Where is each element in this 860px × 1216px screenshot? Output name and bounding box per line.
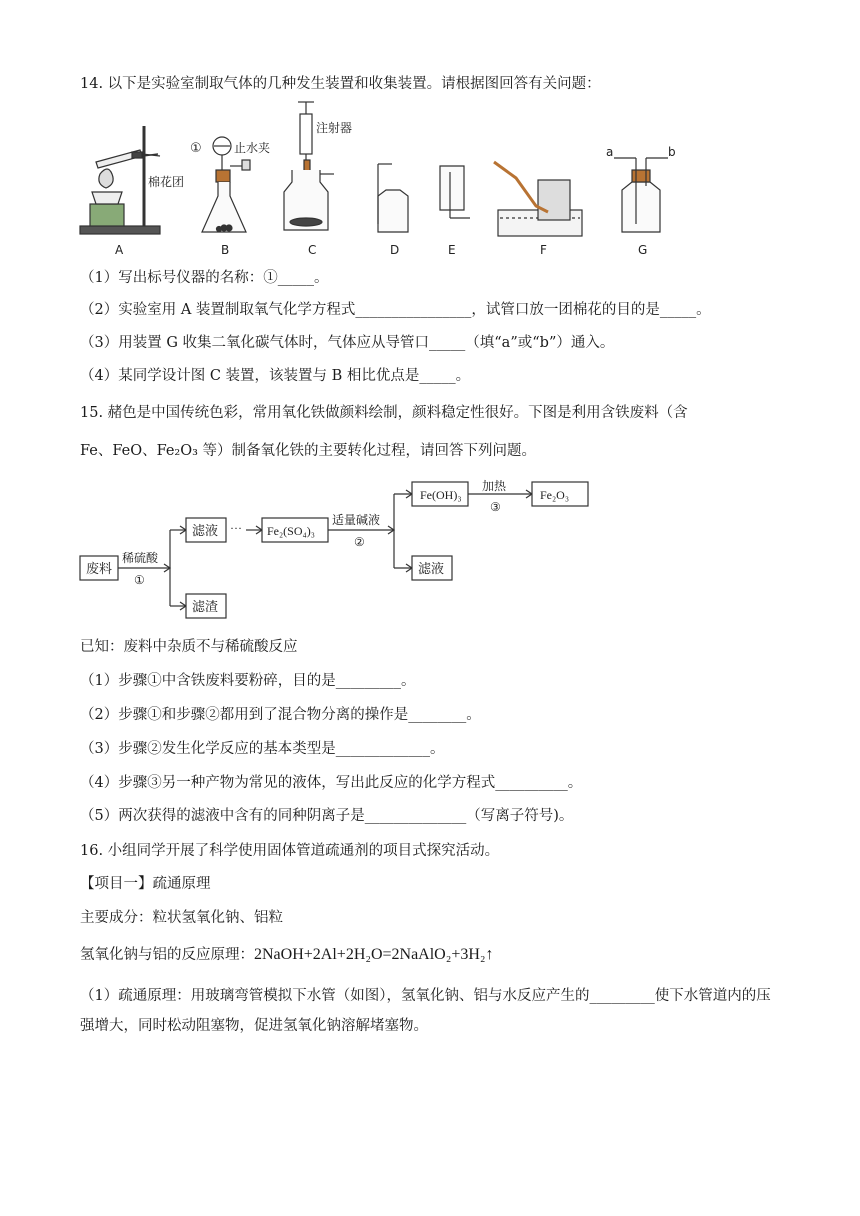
q14-apparatus-figure — [78, 100, 678, 260]
cotton-label: 棉花团 — [148, 175, 185, 189]
apparatus-e — [440, 166, 470, 257]
flow-waste: 废料 — [86, 561, 113, 576]
syringe-label: 注射器 — [316, 121, 353, 135]
q15-item-5: （5）两次获得的滤液中含有的同种阴离子是______________（写离子符号)。 — [80, 808, 574, 824]
flow-fe2o3: Fe₂O₃ — [540, 488, 570, 502]
flow-residue: 滤渣 — [192, 599, 219, 614]
q14-item-2: （2）实验室用 A 装置制取氧气化学方程式________________，试管口放一团棉花的目的是_____。 — [80, 302, 711, 318]
q15-stem-1: 15. 赭色是中国传统色彩，常用氧化铁做颜料绘制，颜料稳定性很好。下图是利用含铁废料（含 — [80, 405, 688, 421]
q16-reaction-label: 氢氧化钠与铝的反应原理： — [80, 947, 254, 963]
q16-components: 主要成分：粒状氢氧化钠、铝粒 — [80, 910, 283, 926]
q15-item-3: （3）步骤②发生化学反应的基本类型是_____________。 — [80, 741, 445, 757]
q14-item-3: （3）用装置 G 收集二氧化碳气体时，气体应从导管口_____（填“a”或“b”）通入。 — [80, 335, 615, 351]
flow-heat: 加热 — [482, 479, 507, 493]
flow-base: 适量碱液 — [332, 513, 381, 527]
flow-step2: ② — [354, 535, 365, 549]
q16-stem: 16. 小组同学开展了科学使用固体管道疏通剂的项目式探究活动。 — [80, 843, 500, 859]
label-a: A — [115, 243, 124, 257]
flow-dots: ··· — [230, 521, 242, 535]
clamp-label: 止水夹 — [234, 141, 271, 155]
flow-filtrate2: 滤液 — [418, 561, 445, 576]
apparatus-c — [284, 102, 352, 257]
label-c: C — [308, 243, 317, 257]
apparatus-b — [190, 137, 270, 257]
q15-known: 已知：废料中杂质不与稀硫酸反应 — [80, 639, 298, 655]
flow-feoh3: Fe(OH)₃ — [420, 488, 462, 502]
q15-item-4: （4）步骤③另一种产物为常见的液体，写出此反应的化学方程式__________。 — [80, 775, 583, 791]
label-b: B — [221, 243, 230, 257]
q15-item-2: （2）步骤①和步骤②都用到了混合物分离的操作是________。 — [80, 707, 481, 723]
q16-project: 【项目一】疏通原理 — [80, 876, 211, 892]
flow-acid: 稀硫酸 — [122, 551, 159, 565]
flow-step3: ③ — [490, 500, 501, 514]
label-e: E — [448, 243, 456, 257]
label-d: D — [390, 243, 400, 257]
apparatus-d — [378, 164, 408, 257]
flow-fe2so43: Fe₂(SO₄)₃ — [267, 524, 315, 538]
q14-item-1: （1）写出标号仪器的名称：①_____。 — [80, 270, 329, 286]
q16-reaction — [80, 945, 493, 965]
port-a: a — [606, 145, 614, 159]
apparatus-f — [494, 162, 582, 257]
q16-equation: 2NaOH+2Al+2H₂O=2NaAlO₂+3H₂↑ — [254, 946, 494, 963]
flow-step1: ① — [134, 573, 145, 587]
apparatus-a — [80, 126, 184, 257]
q14-stem: 14. 以下是实验室制取气体的几种发生装置和收集装置。请根据图回答有关问题： — [80, 76, 601, 92]
q16-item-1: （1）疏通原理：用玻璃弯管模拟下水管（如图），氢氧化钠、铝与水反应产生的_________使下水管道内的压强增大，同时松动阻塞物，促进氢氧化钠溶解堵塞物。 — [80, 988, 771, 1034]
q15-stem-2: Fe、FeO、Fe₂O₃ 等）制备氧化铁的主要转化过程，请回答下列问题。 — [80, 443, 537, 459]
port-b: b — [668, 145, 676, 159]
label-f: F — [540, 243, 547, 257]
apparatus-g — [606, 145, 676, 257]
q15-flowchart — [78, 478, 618, 624]
mark-1: ① — [190, 141, 202, 156]
q14-item-4: （4）某同学设计图 C 装置，该装置与 B 相比优点是_____。 — [80, 368, 471, 384]
flow-filtrate1: 滤液 — [192, 523, 219, 538]
label-g: G — [638, 243, 648, 257]
q15-item-1: （1）步骤①中含铁废料要粉碎，目的是_________。 — [80, 673, 416, 689]
